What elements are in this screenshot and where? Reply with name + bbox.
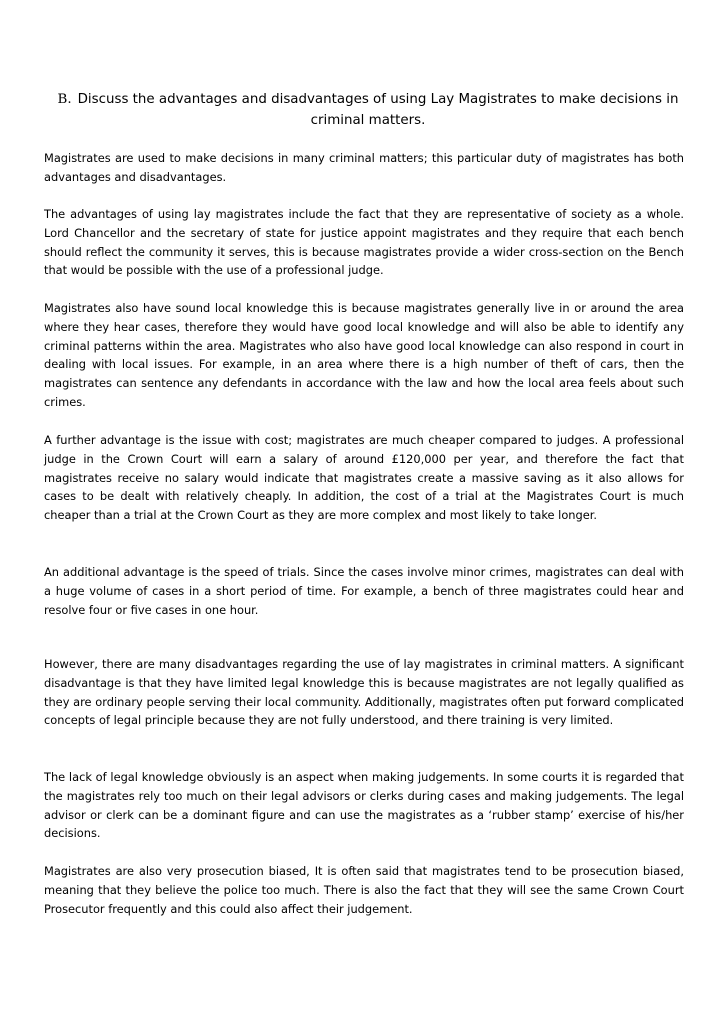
question-label: B. <box>57 92 72 107</box>
paragraph-disadvantages: However, there are many disadvantages regarding the use of lay magistrates in criminal matters. A significant disadvantage is that they have limited legal knowledge this is because magistrates are not legally qualified as they are ordinary people serving their local community. Additionally, magistrates often put forward complicated concepts of legal principle because they are not fully understood, and there training is very limited. <box>44 657 684 728</box>
question-heading <box>50 89 686 131</box>
paragraph-legal-knowledge: The lack of legal knowledge obviously is an aspect when making judgements. In some courts it is regarded that the magistrates rely too much on their legal advisors or clerks during cases and making judgements. The legal advisor or clerk can be a dominant figure and can use the magistrates as a ‘rubber stamp’ exercise of his/her decisions. <box>44 770 684 841</box>
question-text: Discuss the advantages and disadvantages of using Lay Magistrates to make decisions in criminal matters. <box>77 92 679 128</box>
paragraph-cost: A further advantage is the issue with cost; magistrates are much cheaper compared to judges. A professional judge in the Crown Court will earn a salary of around £120,000 per year, and therefore the fact that magistrates receive no salary would indicate that magistrates create a massive saving as it also allows for cases to be dealt with relatively cheaply. In addition, the cost of a trial at the Magistrates Court is much cheaper than a trial at the Crown Court as they are more complex and most likely to take longer. <box>44 433 684 523</box>
paragraph-local-knowledge: Magistrates also have sound local knowledge this is because magistrates generally live in or around the area where they hear cases, therefore they would have good local knowledge and will also be able to identify any criminal patterns within the area. Magistrates who also have good local knowledge can also respond in court in dealing with local issues. For example, in an area where there is a high number of theft of cars, then the magistrates can sentence any defendants in accordance with the law and how the local area feels about such crimes. <box>44 301 684 409</box>
paragraph-prosecution-bias: Magistrates are also very prosecution biased, It is often said that magistrates tend to be prosecution biased, meaning that they believe the police too much. There is also the fact that they will see the same Crown Court Prosecutor frequently and this could also affect their judgement. <box>44 864 684 916</box>
paragraph-intro: Magistrates are used to make decisions in many criminal matters; this particular duty of magistrates has both advantages and disadvantages. <box>44 151 684 184</box>
paragraph-representative: The advantages of using lay magistrates include the fact that they are representative of society as a whole. Lord Chancellor and the secretary of state for justice appoint magistrates and they require that each bench should reflect the community it serves, this is because magistrates provide a wider cross-section on the Bench that would be possible with the use of a professional judge. <box>44 207 684 278</box>
paragraph-speed: An additional advantage is the speed of trials. Since the cases involve minor crimes, magistrates can deal with a huge volume of cases in a short period of time. For example, a bench of three magistrates could hear and resolve four or five cases in one hour. <box>44 565 684 617</box>
